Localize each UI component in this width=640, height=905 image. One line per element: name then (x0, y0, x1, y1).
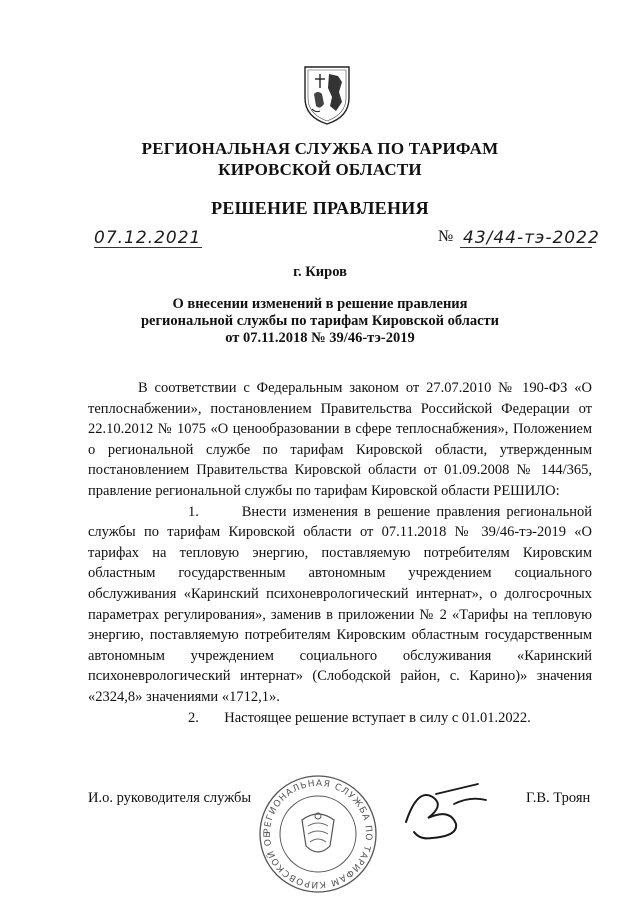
item-1-paragraph (88, 502, 592, 708)
date-underline (94, 247, 202, 248)
item-2-paragraph (88, 708, 592, 729)
document-body (88, 378, 592, 728)
subject-line2: региональной службы по тарифам Кировской области (140, 313, 500, 329)
item-2-number: 2. (188, 709, 199, 726)
official-seal-stamp (258, 772, 378, 897)
city: г. Киров (293, 264, 347, 280)
coat-of-arms-emblem (302, 64, 352, 126)
subject-line1: О внесении изменений в решение правления (172, 296, 468, 312)
item-2-text: Настоящее решение вступает в силу с 01.01.2022. (224, 709, 531, 726)
document-subject (0, 296, 640, 347)
number-prefix: № (438, 228, 454, 245)
signer-name: Г.В. Троян (526, 790, 591, 806)
organization-name (0, 138, 640, 180)
handwritten-signature (398, 778, 498, 848)
item-1-number: 1. (188, 503, 199, 520)
number-underline (460, 247, 592, 248)
subject-line3: от 07.11.2018 № 39/46-тэ-2019 (225, 330, 415, 346)
item-1-text: Внести изменения в решение правления региональной службы по тарифам Кировской области от 07.11.2018 № 39/46-тэ-2019 «О тарифах на тепловую энергию, поставляемую потребителям Кировским областным государственным автономным учреждением социального обслуживания «Каринский психоневрологический интернат», о долгосрочных параметрах регулирования», заменив в приложении № 2 «Тарифы на тепловую энергию, поставляемую потребителям Кировским областным государственным автономным учреждением социального обслуживания «Каринский психоневрологический интернат» (Слободской район, с. Карино)» значения «2324,8» значениями «1712,1». (88, 503, 592, 705)
document-type: РЕШЕНИЕ ПРАВЛЕНИЯ (211, 198, 429, 218)
signer-position: И.о. руководителя службы (88, 790, 252, 806)
organization-name-line2: КИРОВСКОЙ ОБЛАСТИ (218, 160, 422, 179)
organization-name-line1: РЕГИОНАЛЬНАЯ СЛУЖБА ПО ТАРИФАМ (141, 139, 499, 158)
svg-text:РЕГИОНАЛЬНАЯ СЛУЖБА ПО ТАРИФАМ: РЕГИОНАЛЬНАЯ СЛУЖБА ПО ТАРИФАМ КИРОВСКОЙ ОБ (262, 778, 374, 890)
document-number: 43/44-тэ-2022 (463, 228, 600, 248)
document-date: 07.12.2021 (94, 228, 202, 248)
preamble-paragraph: В соответствии с Федеральным законом от 27.07.2010 № 190-ФЗ «О теплоснабжении», постановлением Правительства Российской Федерации от 22.10.2012 № 1075 «О ценообразовании в сфере теплоснабжения», Положением о региональной службе по тарифам Кировской области, утвержденным постановлением Правительства Кировской области от 01.09.2008 № 144/365, правление региональной службы по тарифам Кировской области РЕШИЛО: (88, 380, 592, 499)
